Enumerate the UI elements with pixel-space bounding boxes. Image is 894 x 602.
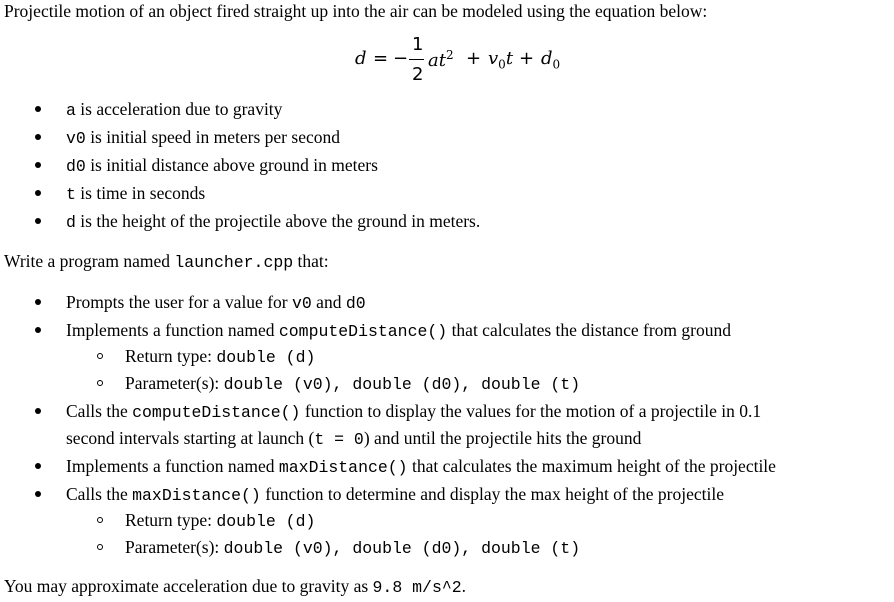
eq-term3: $d_0$ [541, 48, 561, 72]
requirement-item: Implements a function named maxDistance() that calculates the maximum height of the projectile [66, 456, 776, 477]
eq-plus1: + [466, 48, 482, 69]
gravity-note: You may approximate acceleration due to gravity as 9.8 m/s^2. [4, 576, 467, 597]
bullet-icon [35, 190, 41, 196]
eq-lhs: d [355, 48, 367, 69]
variable-item: d is the height of the projectile above the ground in meters. [66, 211, 481, 232]
requirement-item: Implements a function named computeDistance() that calculates the distance from ground [66, 320, 731, 341]
sub-bullet-icon [97, 544, 103, 550]
eq-term2: $v_0t$ [488, 48, 514, 72]
eq-term1: $at^2$ [428, 48, 454, 71]
eq-plus2: + [519, 48, 535, 69]
bullet-icon [35, 463, 41, 469]
variable-item: d0 is initial distance above ground in meters [66, 155, 378, 176]
eq-equals: = [373, 48, 389, 69]
sub-bullet-icon [97, 517, 103, 523]
bullet-icon [35, 106, 41, 112]
intro-text: Projectile motion of an object fired straight up into the air can be modeled using the equation below: [4, 1, 708, 21]
requirement-item-continued: second intervals starting at launch (t = 0) and until the projectile hits the ground [66, 428, 642, 449]
variable-item: t is time in seconds [66, 183, 206, 204]
requirement-subitem: Return type: double (d) [125, 346, 316, 367]
requirement-item: Calls the computeDistance() function to display the values for the motion of a projectile in 0.1 [66, 401, 762, 422]
sub-bullet-icon [97, 380, 103, 386]
sub-bullet-icon [97, 353, 103, 359]
requirement-subitem: Return type: double (d) [125, 510, 316, 531]
bullet-icon [35, 218, 41, 224]
write-program-text: Write a program named launcher.cpp that: [4, 251, 329, 272]
bullet-icon [35, 299, 41, 305]
bullet-icon [35, 134, 41, 140]
requirement-item: Prompts the user for a value for v0 and d0 [66, 292, 366, 313]
bullet-icon [35, 327, 41, 333]
eq-numerator: 1 [412, 34, 424, 55]
eq-minus: − [393, 48, 409, 69]
bullet-icon [35, 162, 41, 168]
requirement-subitem: Parameter(s): double (v0), double (d0), double (t) [125, 537, 581, 558]
variable-item: a is acceleration due to gravity [66, 99, 283, 120]
fraction-bar [409, 59, 424, 60]
eq-denominator: 2 [412, 64, 424, 85]
variable-item: v0 is initial speed in meters per second [66, 127, 340, 148]
bullet-icon [35, 408, 41, 414]
requirement-subitem: Parameter(s): double (v0), double (d0), double (t) [125, 373, 581, 394]
requirement-item: Calls the maxDistance() function to determine and display the max height of the projectile [66, 484, 724, 505]
bullet-icon [35, 491, 41, 497]
